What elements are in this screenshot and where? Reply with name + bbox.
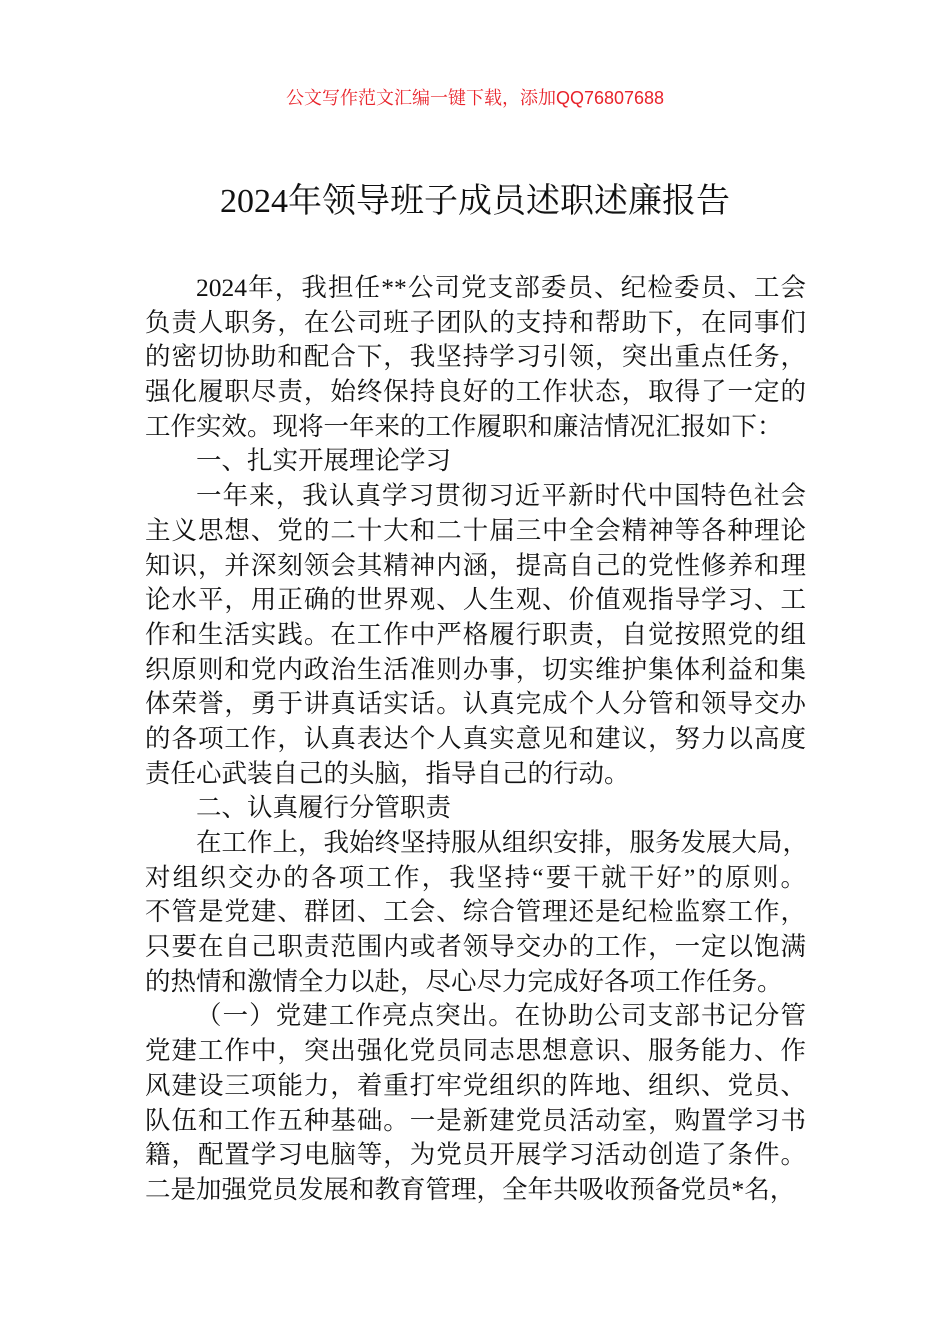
paragraph	[145, 826, 809, 999]
text-line: 2024年，我担任**公司党支部委员、纪检委员、工会	[196, 273, 806, 302]
text-line: 工作实效。现将一年来的工作履职和廉洁情况汇报如下：	[145, 411, 783, 441]
text-line: 一、扎实开展理论学习	[196, 446, 452, 476]
text-line: 二、认真履行分管职责	[196, 793, 452, 823]
text-line: 只要在自己职责范围内或者领导交办的工作，一定以饱满	[145, 932, 806, 962]
text-line: 织原则和党内政治生活准则办事，切实维护集体利益和集	[145, 654, 806, 684]
watermark-banner: 公文写作范文汇编一键下载，添加QQ76807688	[285, 88, 665, 108]
text-line: 二是加强党员发展和教育管理，全年共吸收预备党员*名，	[145, 1174, 796, 1204]
text-line: 的密切协助和配合下，我坚持学习引领，突出重点任务，	[145, 342, 806, 372]
text-line: 在工作上，我始终坚持服从组织安排，服务发展大局，	[196, 828, 809, 857]
text-line: 论水平，用正确的世界观、人生观、价值观指导学习、工	[145, 585, 806, 615]
document-title: 2024年领导班子成员述职述廉报告	[220, 183, 730, 220]
text-line: 责任心武装自己的头脑，指导自己的行动。	[145, 758, 630, 788]
text-line: 负责人职务，在公司班子团队的支持和帮助下，在同事们	[145, 307, 806, 337]
text-line: 的各项工作，认真表达个人真实意见和建议，努力以高度	[145, 723, 806, 753]
text-line: （一）党建工作亮点突出。在协助公司支部书记分管	[196, 1001, 806, 1031]
text-line: 对组织交办的各项工作，我坚持“要干就干好”的原则。	[145, 862, 806, 892]
document-body	[145, 271, 809, 1208]
text-line: 籍，配置学习电脑等，为党员开展学习活动创造了条件。	[145, 1140, 806, 1170]
text-line: 不管是党建、群团、工会、综合管理还是纪检监察工作，	[145, 897, 806, 927]
paragraph	[145, 479, 806, 791]
text-line: 党建工作中，突出强化党员同志思想意识、服务能力、作	[145, 1036, 806, 1066]
text-line: 的热情和激情全力以赴，尽心尽力完成好各项工作任务。	[145, 966, 783, 996]
text-line: 风建设三项能力，着重打牢党组织的阵地、组织、党员、	[145, 1070, 806, 1100]
text-line: 知识，并深刻领会其精神内涵，提高自己的党性修养和理	[145, 550, 806, 580]
paragraph	[145, 999, 806, 1207]
text-line: 队伍和工作五种基础。一是新建党员活动室，购置学习书	[145, 1105, 806, 1135]
text-line: 主义思想、党的二十大和二十届三中全会精神等各种理论	[145, 515, 806, 545]
paragraph	[145, 271, 806, 444]
text-line: 作和生活实践。在工作中严格履行职责，自觉按照党的组	[145, 619, 806, 649]
paragraph	[145, 791, 806, 826]
text-line: 强化履职尽责，始终保持良好的工作状态，取得了一定的	[145, 377, 806, 407]
text-line: 一年来，我认真学习贯彻习近平新时代中国特色社会	[196, 481, 806, 511]
paragraph	[145, 444, 806, 479]
text-line: 体荣誉，勇于讲真话实话。认真完成个人分管和领导交办	[145, 689, 806, 719]
